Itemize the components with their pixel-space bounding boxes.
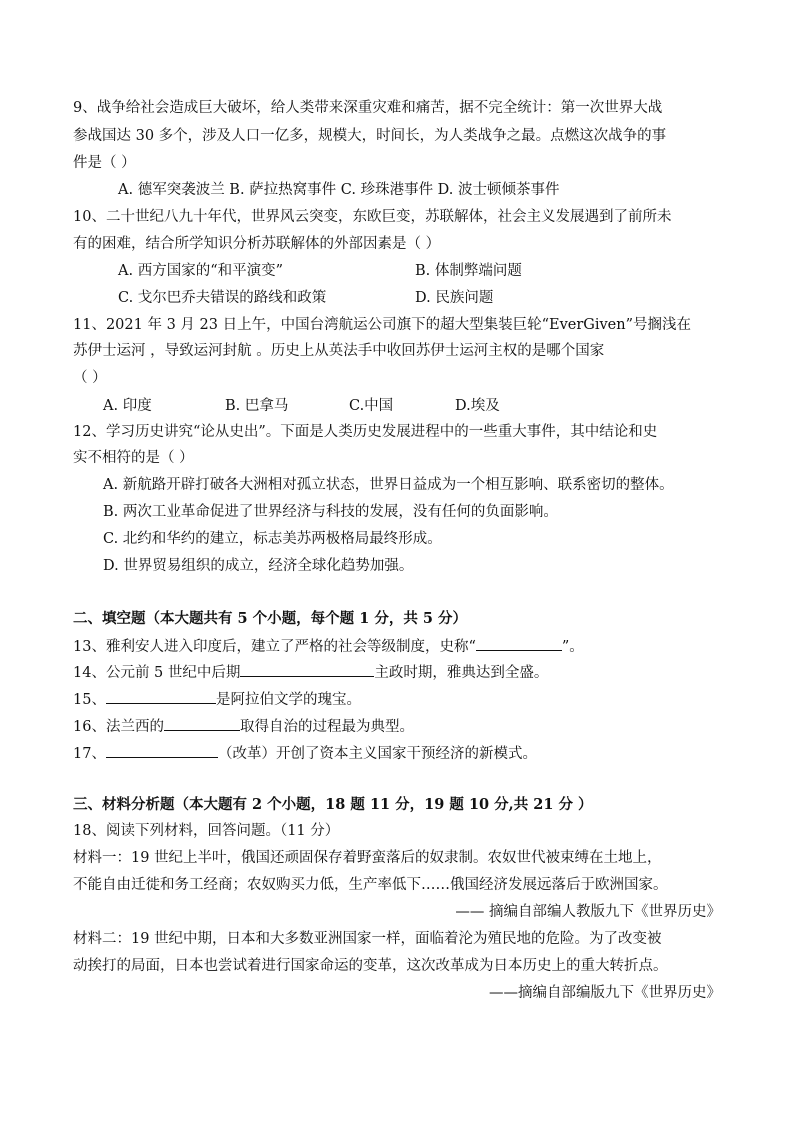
q14-end: 主政时期，雅典达到全盛。 (374, 665, 549, 681)
q10-line1: 10、二十世纪八九十年代，世界风云突变，东欧巨变，苏联解体，社会主义发展遇到了前所未 (73, 209, 672, 225)
material2-line1: 材料二：19 世纪中期，日本和大多数亚洲国家一样，面临着沦为殖民地的危险。为了改变被 (73, 931, 662, 947)
q11-option-a: A. 印度 (103, 398, 152, 414)
q9-options: A. 德军突袭波兰 B. 萨拉热窝事件 C. 珍珠港事件 D. 波士顿倾茶事件 (118, 182, 560, 198)
q12-option-c: C. 北约和华约的建立，标志美苏两极格局最终形成。 (103, 531, 442, 547)
q15 (73, 689, 361, 710)
q13 (73, 636, 584, 657)
section3-title: 三、材料分析题（本大题有 2 个小题，18 题 11 分，19 题 10 分,共 21 分 ） (73, 796, 593, 813)
q16-text: 16、法兰西的 (73, 719, 164, 735)
q18-prompt: 18、阅读下列材料，回答问题。（11 分） (73, 823, 340, 839)
q12-option-a: A. 新航路开辟打破各大洲相对孤立状态，世界日益成为一个相互影响、联系密切的整体。 (103, 477, 674, 493)
q17-blank[interactable] (106, 743, 218, 758)
material1-source: —— 摘编自部编人教版九下《世界历史》 (455, 904, 721, 920)
q15-text: 15、 (73, 692, 106, 708)
q17 (73, 743, 537, 764)
q14-blank[interactable] (240, 662, 374, 677)
q11-option-c: C.中国 (349, 398, 394, 414)
q12-option-d: D. 世界贸易组织的成立，经济全球化趋势加强。 (103, 558, 414, 574)
q10-option-b: B. 体制弊端问题 (415, 263, 522, 279)
q17-end: （改革）开创了资本主义国家干预经济的新模式。 (217, 746, 537, 762)
q11-option-d: D.埃及 (455, 398, 500, 414)
material2-source: ——摘编自部编版九下《世界历史》 (489, 985, 721, 1001)
q16 (73, 716, 414, 737)
q16-blank[interactable] (164, 716, 240, 731)
q10-line2: 有的困难，结合所学知识分析苏联解体的外部因素是（ ） (73, 236, 441, 252)
q9-line2: 参战国达 30 多个，涉及人口一亿多，规模大，时间长，为人类战争之最。点燃这次战争的事 (73, 128, 667, 144)
q17-text: 17、 (73, 746, 106, 762)
q15-end: 是阿拉伯文学的瑰宝。 (215, 692, 361, 708)
material2-line2: 动挨打的局面，日本也尝试着进行国家命运的变革，这次改革成为日本历史上的重大转折点。 (73, 958, 668, 974)
q12-line2: 实不相符的是（ ） (73, 450, 194, 466)
q12-option-b: B. 两次工业革命促进了世界经济与科技的发展，没有任何的负面影响。 (103, 504, 558, 520)
q11-option-b: B. 巴拿马 (225, 398, 289, 414)
q13-text: 13、雅利安人进入印度后，建立了严格的社会等级制度，史称“ (73, 639, 476, 655)
q14 (73, 662, 548, 683)
q10-option-c: C. 戈尔巴乔夫错误的路线和政策 (118, 290, 327, 306)
q9-line3: 件是（ ） (73, 155, 136, 171)
material1-line1: 材料一：19 世纪上半叶，俄国还顽固保存着野蛮落后的奴隶制。农奴世代被束缚在土地上， (73, 850, 662, 866)
q14-text: 14、公元前 5 世纪中后期 (73, 665, 241, 681)
q15-blank[interactable] (106, 689, 216, 704)
q11-line2: 苏伊士运河 ，导致运河封航 。历史上从英法手中收回苏伊士运河主权的是哪个国家 (73, 343, 605, 359)
q10-option-a: A. 西方国家的“和平演变” (118, 263, 284, 279)
q9-line1: 9、战争给社会造成巨大破坏，给人类带来深重灾难和痛苦，据不完全统计：第一次世界大战 (73, 100, 663, 116)
q13-blank[interactable] (476, 636, 562, 651)
q12-line1: 12、学习历史讲究“论从史出”。下面是人类历史发展进程中的一些重大事件，其中结论和史 (73, 424, 658, 440)
section2-title: 二、填空题（本大题共有 5 个小题，每个题 1 分，共 5 分） (73, 610, 468, 627)
q11-line3: （ ） (73, 370, 107, 386)
material1-line2: 不能自由迁徙和务工经商；农奴购买力低，生产率低下……俄国经济发展远落后于欧洲国家。 (73, 877, 668, 893)
q11-line1: 11、2021 年 3 月 23 日上午，中国台湾航运公司旗下的超大型集装巨轮“EverGiven”号搁浅在 (73, 317, 692, 333)
q10-option-d: D. 民族问题 (415, 290, 494, 306)
q13-end: ”。 (561, 639, 584, 655)
q16-end: 取得自治的过程最为典型。 (239, 719, 414, 735)
